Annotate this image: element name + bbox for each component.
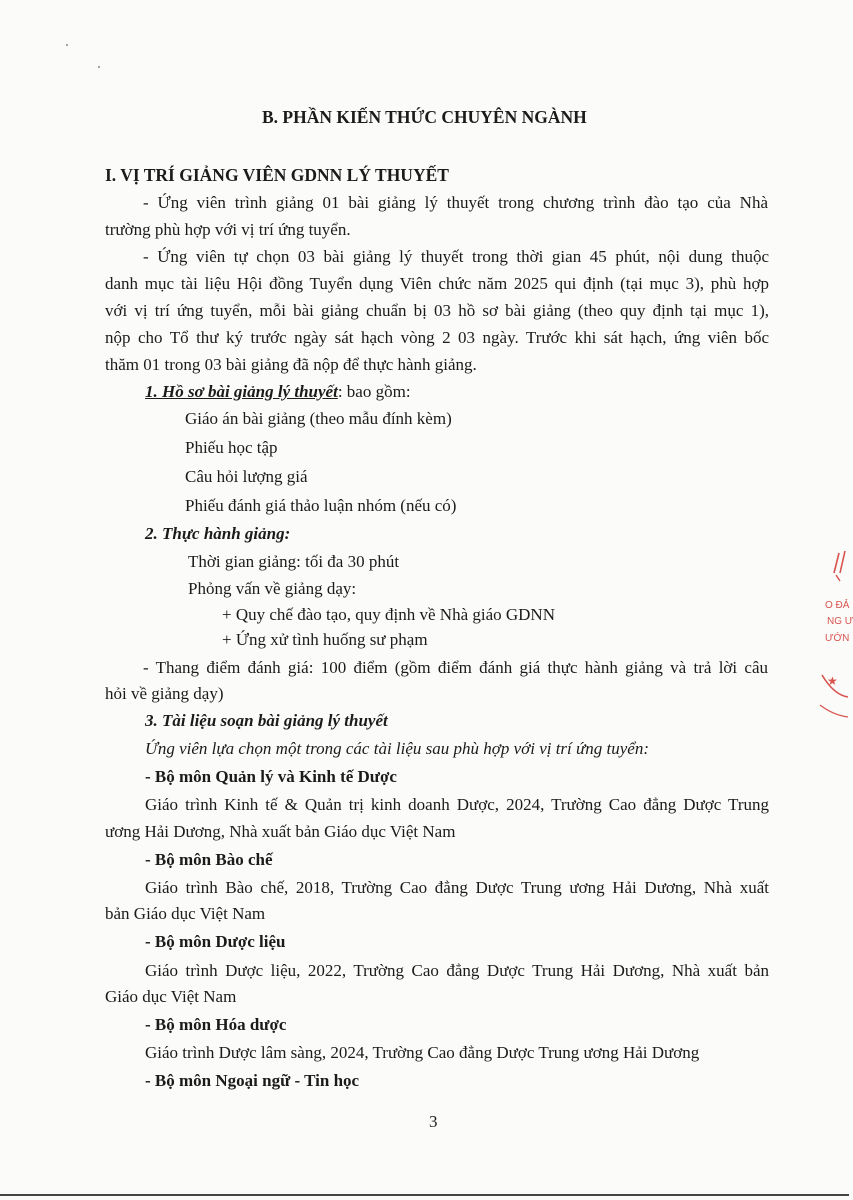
- stamp-fragment: [818, 545, 853, 725]
- sub2-bullet-1: + Quy chế đào tạo, quy định về Nhà giáo GDNN: [222, 605, 555, 624]
- para2-line-4: nộp cho Tổ thư ký trước ngày sát hạch vòng 2 03 ngày. Trước khi sát hạch, ứng viên bốc: [105, 328, 769, 347]
- page-title: B. PHẦN KIẾN THỨC CHUYÊN NGÀNH: [262, 107, 587, 127]
- sub1-item-1: Giáo án bài giảng (theo mẫu đính kèm): [185, 409, 452, 428]
- sub2-score-line-1: - Thang điểm đánh giá: 100 điểm (gồm điểm đánh giá thực hành giảng và trả lời câu: [143, 658, 768, 677]
- page-number: 3: [429, 1112, 438, 1131]
- dept-3-line-2: Giáo dục Việt Nam: [105, 987, 237, 1006]
- dept-2-line-2: bản Giáo dục Việt Nam: [105, 904, 266, 923]
- bottom-edge: [0, 1194, 849, 1196]
- dept-5-name: - Bộ môn Ngoại ngữ - Tin học: [145, 1071, 360, 1090]
- dept-3-line-1: Giáo trình Dược liệu, 2022, Trường Cao đẳng Dược Trung Hải Dương, Nhà xuất bản: [145, 961, 769, 980]
- scan-speck: [98, 66, 100, 68]
- svg-text:★: ★: [827, 674, 838, 688]
- sub3-heading: 3. Tài liệu soạn bài giảng lý thuyết: [145, 711, 388, 730]
- dept-4-line-1: Giáo trình Dược lâm sàng, 2024, Trường Cao đẳng Dược Trung ương Hải Dương: [145, 1043, 700, 1062]
- dept-1-line-2: ương Hải Dương, Nhà xuất bản Giáo dục Việt Nam: [105, 822, 456, 841]
- sub1-item-4: Phiếu đánh giá thảo luận nhóm (nếu có): [185, 496, 457, 515]
- dept-2-line-1: Giáo trình Bào chế, 2018, Trường Cao đẳng Dược Trung ương Hải Dương, Nhà xuất: [145, 878, 769, 897]
- dept-4-name: - Bộ môn Hóa dược: [145, 1015, 287, 1034]
- sub1-heading: 1. Hồ sơ bài giảng lý thuyết: [145, 382, 338, 401]
- para2-line-1: - Ứng viên tự chọn 03 bài giảng lý thuyết trong thời gian 45 phút, nội dung thuộc: [143, 247, 769, 266]
- para2-line-3: với vị trí ứng tuyển, mỗi bài giảng chuẩn bị 03 hồ sơ bài giảng (theo quy định tại mục 1),: [105, 301, 769, 320]
- sub1-suffix: : bao gồm:: [337, 382, 411, 401]
- stamp-text-3: ƯỚN: [825, 633, 850, 644]
- para2-line-5: thăm 01 trong 03 bài giảng đã nộp để thực hành giảng.: [105, 355, 477, 374]
- sub1-heading-line: [145, 382, 411, 402]
- sub1-item-2: Phiếu học tập: [185, 438, 278, 457]
- dept-3-name: - Bộ môn Dược liệu: [145, 932, 286, 951]
- para2-line-2: danh mục tài liệu Hội đồng Tuyển dụng Viên chức năm 2025 qui định (tại mục 3), phù hợp: [105, 274, 769, 293]
- sub2-score-line-2: hỏi về giảng dạy): [105, 684, 224, 703]
- sub1-item-3: Câu hỏi lượng giá: [185, 467, 308, 486]
- section-title: I. VỊ TRÍ GIẢNG VIÊN GDNN LÝ THUYẾT: [105, 165, 449, 185]
- dept-1-line-1: Giáo trình Kinh tế & Quản trị kinh doanh Dược, 2024, Trường Cao đẳng Dược Trung: [145, 795, 769, 814]
- dept-1-name: - Bộ môn Quản lý và Kinh tế Dược: [145, 767, 397, 786]
- sub2-heading: 2. Thực hành giảng:: [145, 524, 291, 543]
- para1-line-2: trường phù hợp với vị trí ứng tuyển.: [105, 220, 351, 239]
- sub3-intro: Ứng viên lựa chọn một trong các tài liệu sau phù hợp với vị trí ứng tuyển:: [145, 739, 650, 758]
- sub2-time: Thời gian giảng: tối đa 30 phút: [188, 552, 400, 571]
- sub2-interview: Phỏng vấn về giảng dạy:: [188, 579, 357, 598]
- scan-speck: [66, 44, 68, 46]
- stamp-text-2: NG Ư: [827, 616, 853, 627]
- sub2-bullet-2: + Ứng xử tình huống sư phạm: [222, 630, 428, 649]
- dept-2-name: - Bộ môn Bào chế: [145, 850, 273, 869]
- para1-line-1: - Ứng viên trình giảng 01 bài giảng lý thuyết trong chương trình đào tạo của Nhà: [143, 193, 768, 212]
- stamp-text-1: O ĐẢ: [825, 600, 850, 611]
